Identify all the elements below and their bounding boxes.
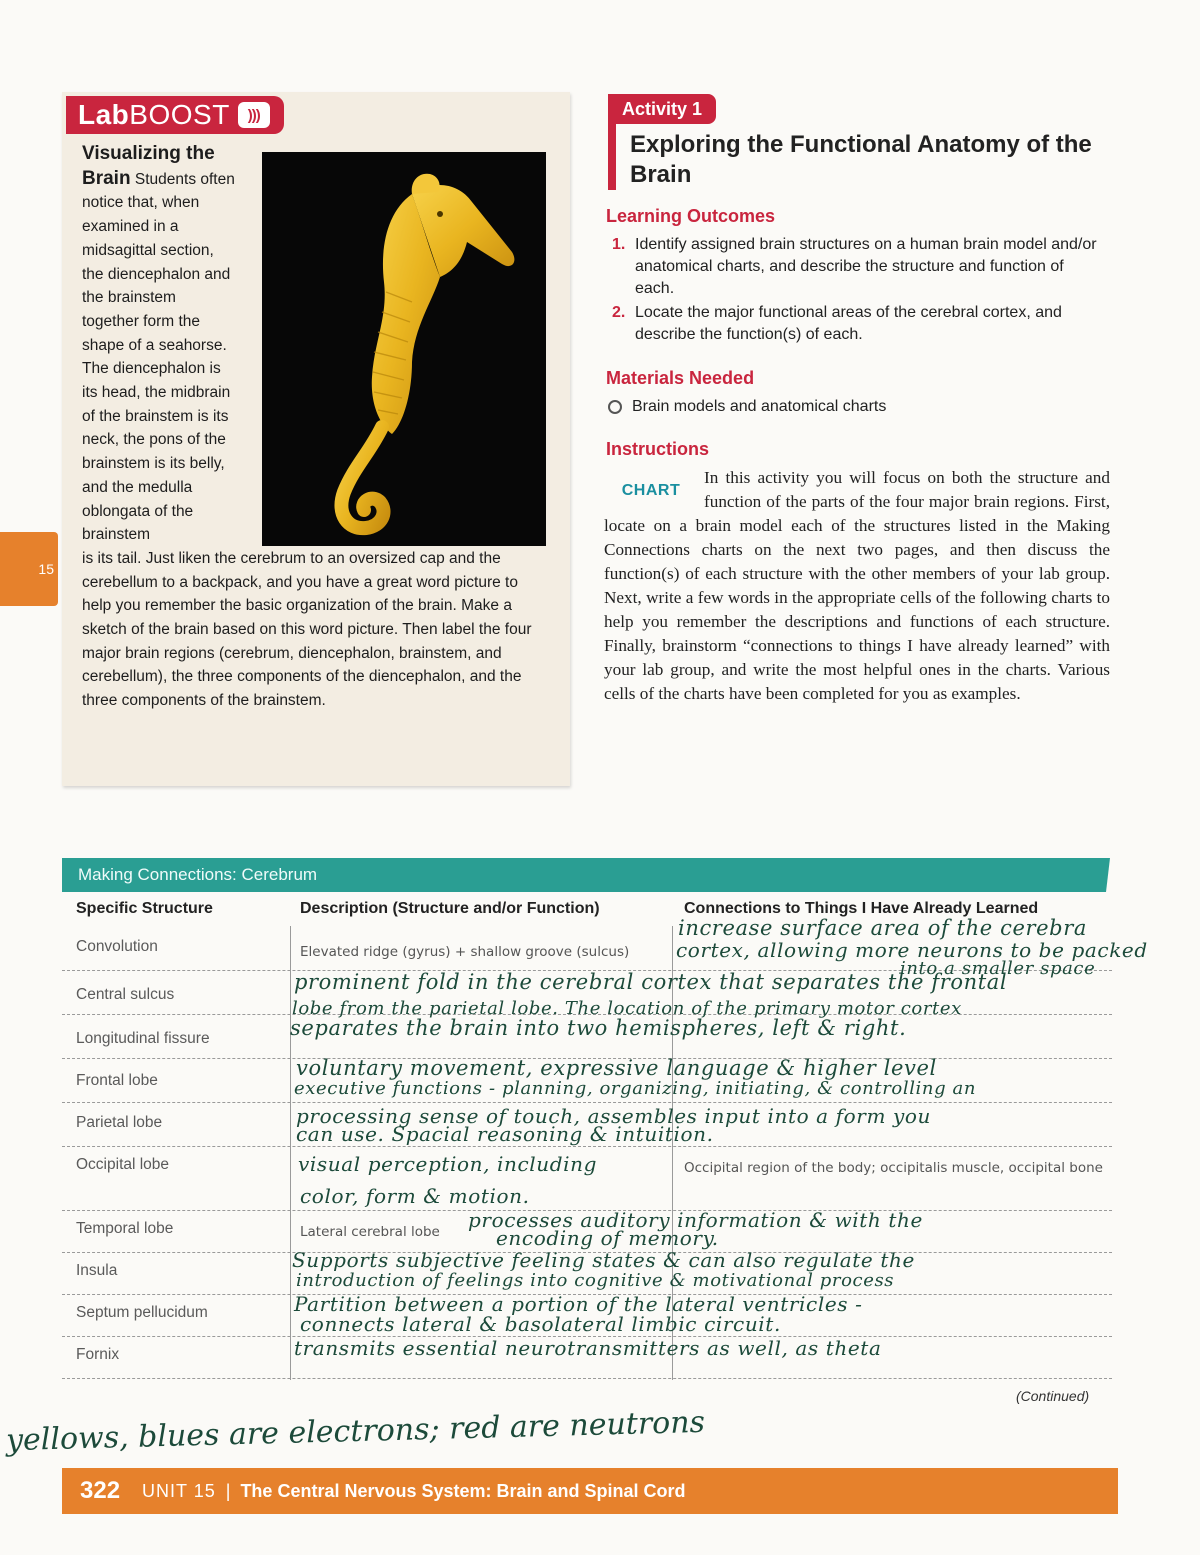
handwritten-note: transmits essential neurotransmitters as well, as theta	[294, 1336, 882, 1360]
instructions-heading: Instructions	[606, 439, 710, 459]
materials-text: Brain models and anatomical charts	[632, 398, 887, 415]
outcome-text: Locate the major functional areas of the cerebral cortex, and describe the function(s) of each.	[635, 304, 1062, 343]
structure-cell: Longitudinal fissure	[76, 1030, 210, 1047]
materials-heading: Materials Needed	[606, 368, 755, 388]
handwritten-note: processes auditory information & with the	[468, 1208, 923, 1232]
activity-title: Exploring the Functional Anatomy of the Brain	[630, 131, 1092, 188]
materials-item	[608, 398, 886, 416]
table-title: Making Connections: Cerebrum	[62, 858, 1106, 892]
handwritten-note: cortex, allowing more neurons to be packed	[676, 938, 1148, 962]
outcome-text: Identify assigned brain structures on a human brain model and/or anatomical charts, and describe the structure and function of each.	[635, 236, 1097, 297]
labboost-narrow-column	[82, 142, 237, 547]
col-header-structure: Specific Structure	[76, 900, 213, 917]
outcome-item	[612, 234, 1102, 300]
labboost-wide-text: is its tail. Just liken the cerebrum to an oversized cap and the cerebellum to a backpack, and you have a great word picture to help you remember the basic organization of the brain. Make a sketch of the brain based on this word picture. Then label the four major brain regions (cerebrum, diencephalon, brainstem, and cerebellum), the three components of the diencephalon, and the three components of the brainstem.	[82, 549, 532, 710]
handwritten-note: can use. Spacial reasoning & intuition.	[296, 1122, 714, 1146]
col-header-connections: Connections to Things I Have Already Learned	[684, 900, 1039, 917]
handwritten-note: connects lateral & basolateral limbic circuit.	[300, 1312, 781, 1336]
handwritten-note: into a smaller space	[900, 958, 1096, 979]
handwritten-note: separates the brain into two hemispheres, left & right.	[290, 1016, 907, 1040]
chart-badge: CHART	[621, 482, 681, 499]
outcome-number: 1.	[612, 236, 626, 253]
page-footer	[62, 1468, 1118, 1514]
structure-cell: Occipital lobe	[76, 1156, 170, 1173]
instructions-body: In this activity you will focus on both the structure and function of the parts of the four major brain regions. First, locate on a brain model each of the structures listed in the Making Connections charts on the next two pages, and then discuss the function(s) of each structure with the other members of your lab group. Next, write a few words in the appropriate cells of the following charts to help you remember the descriptions and functions of each structure. Finally, brainstorm “connections to things I have already learned” with your lab group, and write the most helpful ones in the charts. Various cells of the charts have been completed for you as examples.	[604, 468, 1110, 703]
labboost-box	[62, 92, 570, 786]
labboost-badge	[66, 96, 284, 134]
handwritten-note: lobe from the parietal lobe. The location of the primary motor cortex	[292, 998, 962, 1019]
outcome-item	[612, 302, 1102, 346]
handwritten-note: increase surface area of the cerebra	[678, 916, 1087, 940]
handwritten-note: introduction of feelings into cognitive & motivational process	[296, 1270, 895, 1291]
handwritten-note: processing sense of touch, assembles input into a form you	[296, 1104, 932, 1128]
connections-cell: Occipital region of the body; occipitalis muscle, occipital bone	[684, 1160, 1103, 1176]
structure-cell: Temporal lobe	[76, 1220, 174, 1237]
handwritten-note: encoding of memory.	[496, 1226, 719, 1250]
checkbox-circle-icon	[608, 400, 622, 414]
description-cell: Elevated ridge (gyrus) + shallow groove (sulcus)	[300, 944, 630, 960]
learning-outcomes-list	[612, 234, 1102, 348]
structure-cell: Parietal lobe	[76, 1114, 163, 1131]
handwritten-footer-note: yellows, blues are electrons; red are neutrons	[5, 1404, 706, 1459]
labboost-lab: Lab	[78, 99, 130, 130]
unit-label: UNIT 15	[142, 1480, 216, 1501]
structure-cell: Central sulcus	[76, 986, 175, 1003]
structure-cell: Fornix	[76, 1346, 120, 1363]
outcome-number: 2.	[612, 304, 626, 321]
description-cell: Lateral cerebral lobe	[300, 1224, 440, 1240]
handwritten-note: Supports subjective feeling states & can also regulate the	[292, 1248, 915, 1272]
labboost-narrow-text: Students often notice that, when examined in a midsagittal section, the diencephalon and the brainstem together form the shape of a seahorse. The diencephalon is its head, the midbrain of the brainstem is its neck, the pons of the brainstem is its belly, and the medulla oblongata of the brainstem	[82, 170, 235, 544]
structure-cell: Convolution	[76, 938, 158, 955]
learning-outcomes-heading: Learning Outcomes	[606, 206, 776, 226]
handwritten-note: color, form & motion.	[300, 1184, 530, 1208]
labboost-text	[82, 142, 542, 713]
handwritten-note: visual perception, including	[298, 1152, 598, 1176]
structure-cell: Frontal lobe	[76, 1072, 158, 1089]
col-header-description: Description (Structure and/or Function)	[300, 900, 600, 917]
activity-accent-bar	[608, 124, 616, 190]
handwritten-note: voluntary movement, expressive language & higher level	[296, 1056, 937, 1080]
labboost-boost: BOOST	[129, 99, 230, 130]
unit-side-tab: 15	[0, 532, 58, 606]
handwritten-note: prominent fold in the cerebral cortex that separates the frontal	[294, 970, 1008, 994]
structure-cell: Septum pellucidum	[76, 1304, 208, 1321]
continued-label: (Continued)	[1016, 1388, 1090, 1404]
sound-waves-icon: )))	[238, 102, 270, 128]
unit-title: The Central Nervous System: Brain and Spinal Cord	[240, 1480, 686, 1501]
footer-separator: |	[225, 1480, 231, 1501]
handwritten-note: executive functions - planning, organizing, initiating, & controlling an	[294, 1078, 977, 1099]
page-number: 322	[80, 1477, 121, 1504]
table-title-notch	[1106, 858, 1110, 892]
handwritten-note: Partition between a portion of the lateral ventricles -	[294, 1292, 863, 1316]
labboost-heading: Visualizing the Brain	[82, 143, 215, 189]
structure-cell: Insula	[76, 1262, 118, 1279]
activity-tab: Activity 1	[608, 94, 716, 124]
